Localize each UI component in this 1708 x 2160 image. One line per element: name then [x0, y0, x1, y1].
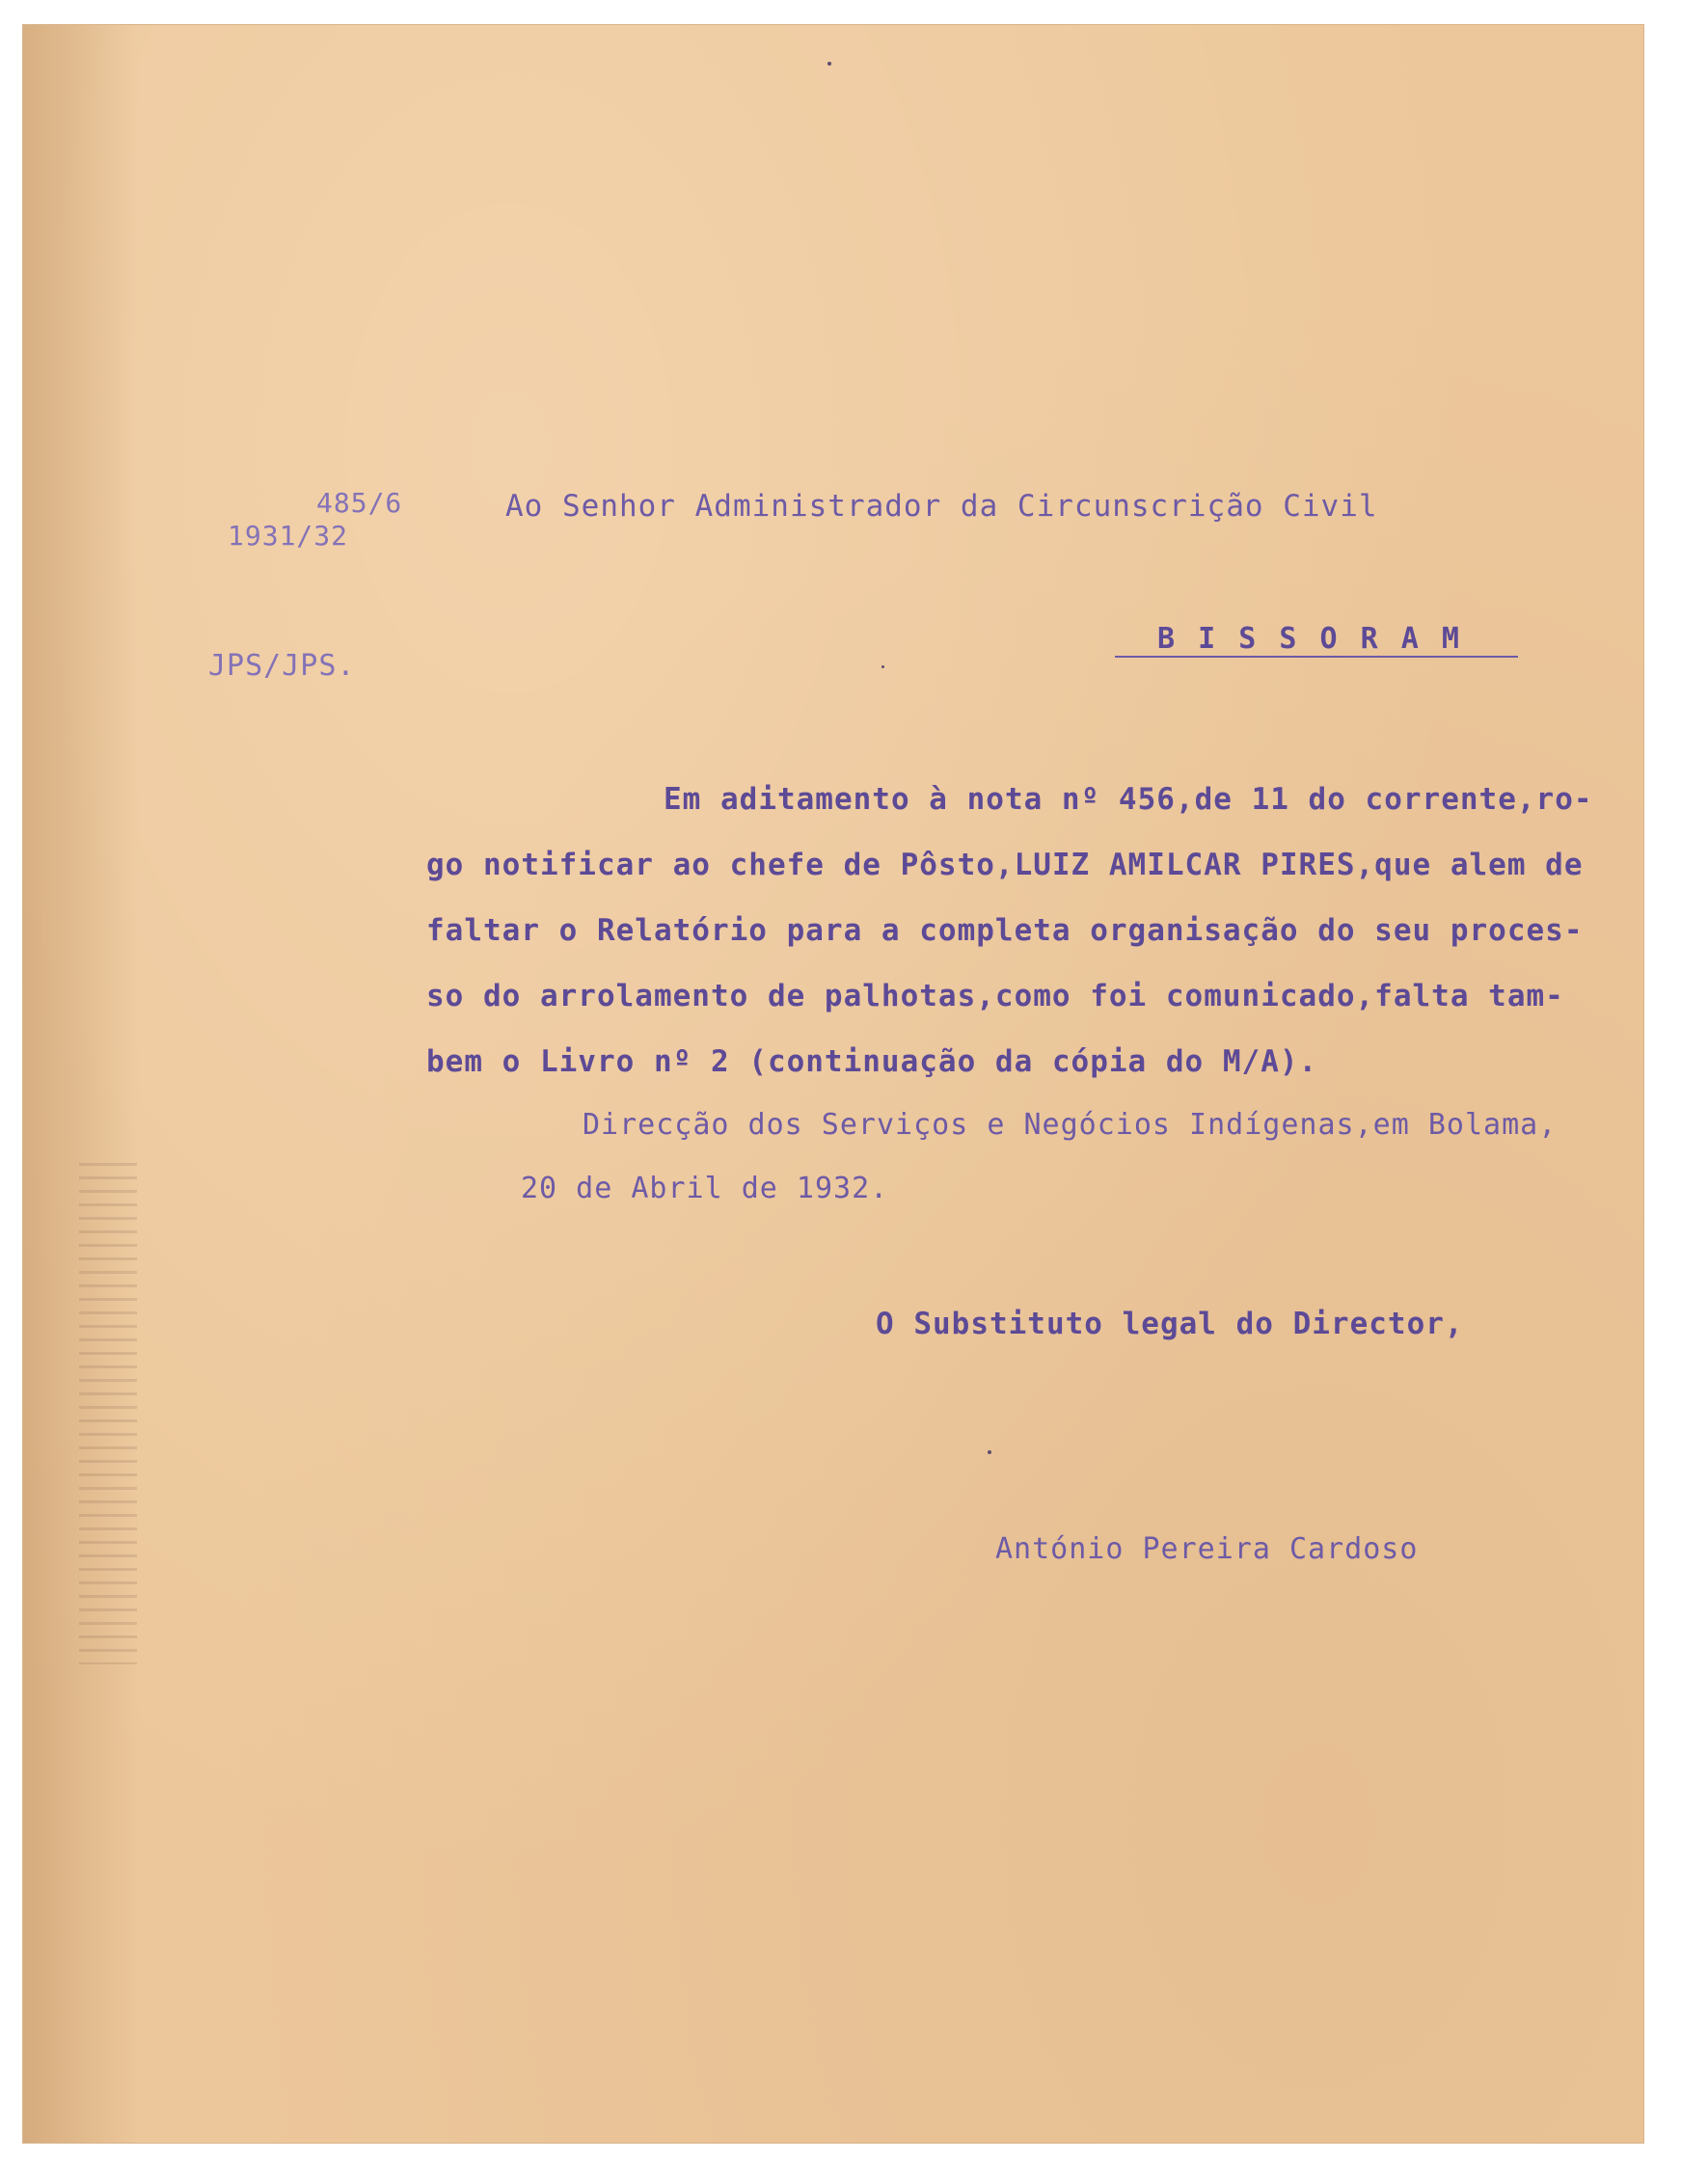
date-line: 20 de Abril de 1932. — [521, 1172, 889, 1205]
paper-edge-stain — [23, 25, 139, 2143]
signatory-title: O Substituto legal do Director, — [876, 1307, 1464, 1341]
addressee-line: Ao Senhor Administrador da Circunscrição Civil — [505, 489, 1378, 524]
ink-speck — [881, 665, 884, 668]
body-line-2: go notificar ao chefe de Pôsto,LUIZ AMILCAR PIRES,que alem de — [426, 848, 1584, 882]
place-name: B I S S O R A M — [1157, 622, 1462, 656]
body-line-3: faltar o Relatório para a completa organisação do seu proces- — [426, 913, 1584, 948]
ink-speck — [827, 62, 831, 66]
typist-initials: JPS/JPS. — [208, 649, 356, 683]
body-line-1: Em aditamento à nota nº 456,de 11 do corrente,ro- — [664, 782, 1593, 817]
binding-marks — [79, 1163, 137, 1664]
place-underline — [1115, 656, 1518, 658]
document-page — [23, 25, 1643, 2143]
ink-speck — [988, 1450, 991, 1454]
reference-year: 1931/32 — [228, 520, 349, 552]
signatory-name: António Pereira Cardoso — [995, 1532, 1419, 1566]
origin-line: Direcção dos Serviços e Negócios Indígenas,em Bolama, — [583, 1108, 1558, 1142]
body-line-4: so do arrolamento de palhotas,como foi comunicado,falta tam- — [426, 979, 1564, 1013]
reference-number: 485/6 — [316, 487, 403, 519]
body-line-5: bem o Livro nº 2 (continuação da cópia do M/A). — [426, 1044, 1318, 1079]
